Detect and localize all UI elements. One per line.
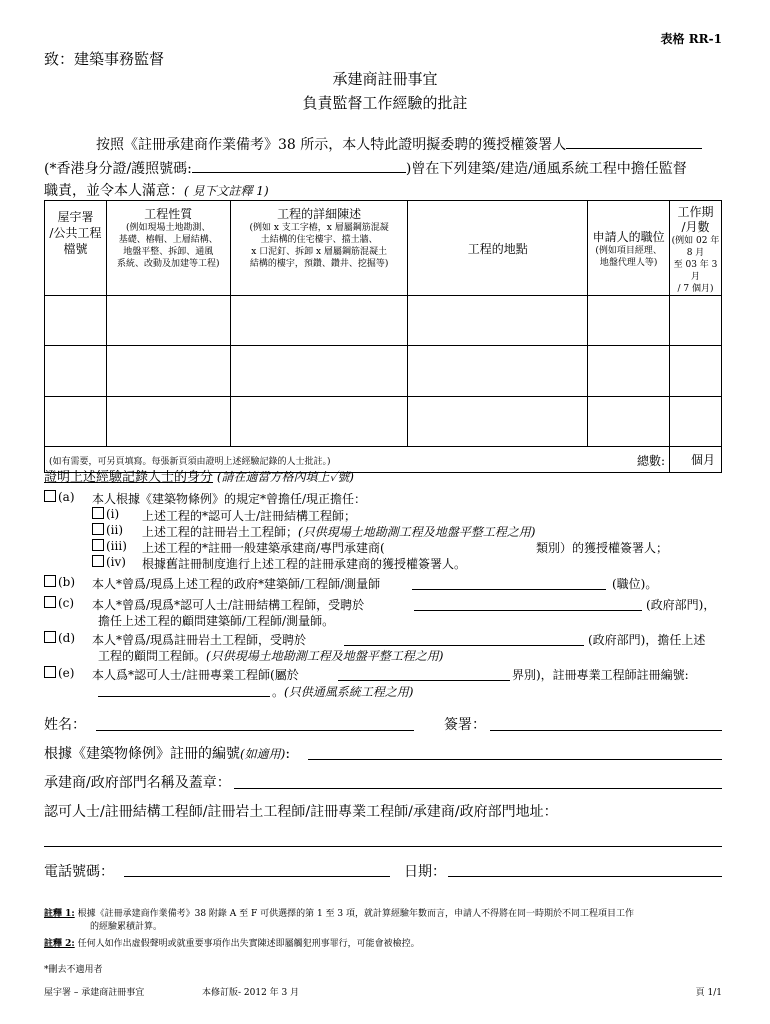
certify-heading-note: (請在適當方格內填上✓號) bbox=[216, 470, 354, 484]
signature-label: 簽署： bbox=[444, 717, 486, 733]
total-label: 總數: bbox=[636, 454, 666, 468]
total-months-field[interactable] bbox=[670, 447, 722, 473]
table-row bbox=[45, 346, 722, 397]
table-cell[interactable] bbox=[230, 296, 408, 346]
table-cell[interactable] bbox=[106, 346, 230, 397]
note-2 bbox=[44, 936, 420, 949]
option-a-ii-text: 上述工程的註冊岩土工程師； bbox=[142, 525, 299, 539]
option-d-text2: 工程的顧問工程師。 bbox=[98, 649, 207, 663]
certify-heading: 證明上述經驗記錄人士的身分 bbox=[44, 470, 214, 485]
table-row bbox=[45, 296, 722, 346]
footer-revision: 本修訂版- 2012 年 3 月 bbox=[202, 988, 300, 998]
note-2-text: 任何人如作出虛假聲明或就重要事項作出失實陳述即屬觸犯刑事罪行，可能會被檢控。 bbox=[77, 939, 420, 949]
option-d-end: (政府部門)，擔任上述 bbox=[588, 633, 706, 647]
note-1-text2: 的經驗累積計算。 bbox=[90, 922, 163, 932]
table-cell[interactable] bbox=[670, 346, 722, 397]
intro-line1 bbox=[96, 134, 702, 154]
header-nature-note: (例如現場土地勘測、 基礎、樁帽、上層結構、 地盤平整、拆卸、通風 系統、改動及加建等工程) bbox=[117, 223, 220, 269]
signatory-name-field[interactable] bbox=[566, 147, 702, 149]
option-c-end: (政府部門)， bbox=[646, 598, 716, 612]
option-a-ii-note: (只供現場土地勘測工程及地盤平整工程之用) bbox=[298, 525, 536, 539]
option-b-label: (b) bbox=[58, 575, 76, 589]
checkbox-a-iii[interactable] bbox=[92, 539, 104, 551]
table-cell[interactable] bbox=[106, 296, 230, 346]
note-1-text: 根據《註冊承建商作業備考》38 附錄 A 至 F 可供選擇的第 1 至 3 項，就計算經驗年數而言，申請人不得將在同一時期於不同工程項目工作 bbox=[77, 909, 634, 919]
header-period-note: (例如 02 年 8 月 至 03 年 3 月 / 7 個月) bbox=[671, 236, 720, 294]
option-d-label: (d) bbox=[58, 631, 76, 645]
rpe-number-field[interactable] bbox=[98, 696, 270, 697]
recipient: 致：建築事務監督 bbox=[44, 50, 165, 68]
regno-row bbox=[44, 743, 290, 763]
option-a-i-label: (i) bbox=[106, 507, 120, 521]
option-c-text2: 擔任上述工程的顧問建築師/工程師/測量師。 bbox=[98, 614, 335, 628]
header-position-title: 申請人的職位 bbox=[592, 229, 665, 244]
checkbox-d[interactable] bbox=[44, 631, 56, 643]
option-d-note: (只供現場土地勘測工程及地盤平整工程之用) bbox=[206, 649, 444, 663]
table-cell[interactable] bbox=[45, 397, 107, 447]
intro-text-1: 按照《註冊承建商作業備考》38 所示，本人特此證明擬委聘的獲授權簽署人 bbox=[96, 137, 567, 153]
option-e-label: (e) bbox=[58, 666, 75, 680]
phone-label: 電話號碼： bbox=[44, 864, 114, 880]
header-period-title: 工作期 /月數 bbox=[677, 205, 714, 234]
checkbox-a-ii[interactable] bbox=[92, 523, 104, 535]
option-a-iv-text: 根據舊註冊制度進行上述工程的註冊承建商的獲授權簽署人。 bbox=[142, 557, 467, 571]
option-a-ii-label: (ii) bbox=[106, 523, 124, 537]
title-line2: 負責監督工作經驗的批註 bbox=[302, 94, 468, 112]
intro-line3 bbox=[44, 180, 269, 200]
table-cell[interactable] bbox=[408, 346, 588, 397]
option-e-row2 bbox=[272, 683, 413, 700]
option-a-iv-label: (iv) bbox=[106, 555, 126, 569]
name-field[interactable] bbox=[96, 730, 414, 731]
table-cell[interactable] bbox=[408, 397, 588, 447]
note-1 bbox=[44, 906, 634, 919]
option-b-end: (職位)。 bbox=[612, 577, 658, 591]
table-cell[interactable] bbox=[588, 397, 670, 447]
table-cell[interactable] bbox=[670, 296, 722, 346]
checkbox-e[interactable] bbox=[44, 666, 56, 678]
option-a-iii-text: 上述工程的*註冊一般建築承建商/專門承建商( bbox=[142, 541, 385, 555]
table-footer-note: (如有需要，可另頁填寫。每張新頁須由證明上述經驗記錄的人士批註。) bbox=[49, 457, 331, 467]
header-position-note: (例如項目經理、 地盤代理人等) bbox=[595, 245, 662, 268]
name-label: 姓名： bbox=[44, 717, 86, 733]
option-a-i-text: 上述工程的*認可人士/註冊結構工程師； bbox=[142, 509, 357, 523]
regno-field[interactable] bbox=[308, 759, 722, 760]
option-c-label: (c) bbox=[58, 596, 75, 610]
intro-text-3a: 職責，並令本人滿意： bbox=[44, 183, 184, 199]
table-cell[interactable] bbox=[230, 397, 408, 447]
option-e-text2: 。 bbox=[272, 685, 285, 699]
checkbox-a-iv[interactable] bbox=[92, 555, 104, 567]
option-a-iii bbox=[92, 539, 127, 553]
table-cell[interactable] bbox=[408, 296, 588, 346]
footer-page: 頁 1/1 bbox=[695, 988, 722, 998]
table-cell[interactable] bbox=[45, 346, 107, 397]
intro-text-2b: )曾在下列建築/建造/通風系統工程中擔任監督 bbox=[405, 161, 687, 177]
company-label: 承建商/政府部門名稱及蓋章： bbox=[44, 775, 231, 791]
company-field[interactable] bbox=[234, 788, 722, 789]
table-cell[interactable] bbox=[45, 296, 107, 346]
option-c-text: 本人*曾爲/現爲*認可人士/註冊結構工程師，受聘於 bbox=[92, 598, 365, 612]
department-d-field[interactable] bbox=[344, 645, 584, 646]
form-code: 表格 RR-1 bbox=[660, 32, 722, 46]
option-b bbox=[44, 575, 75, 589]
header-details bbox=[230, 201, 408, 296]
option-a bbox=[44, 490, 75, 504]
header-nature bbox=[106, 201, 230, 296]
total-unit: 個月 bbox=[690, 453, 715, 467]
intro-text-2a: (*香港身分證/護照號碼: bbox=[44, 161, 192, 177]
delete-note: *刪去不適用者 bbox=[44, 965, 103, 975]
id-number-field[interactable] bbox=[192, 171, 406, 173]
regno-label: 根據《建築物條例》註冊的編號 bbox=[44, 746, 240, 762]
option-a-label: (a) bbox=[58, 490, 75, 504]
option-a-iii-label: (iii) bbox=[106, 539, 127, 553]
option-a-text: 本人根據《建築物條例》的規定*曾擔任/現正擔任： bbox=[92, 492, 367, 506]
option-a-ii-row bbox=[142, 523, 535, 540]
option-a-iii-end: 類別）的獲授權簽署人； bbox=[536, 541, 669, 555]
title-line1: 承建商註冊事宜 bbox=[332, 70, 438, 88]
intro-line2 bbox=[44, 158, 687, 178]
header-file-no: 屋宇署 /公共工程 檔號 bbox=[45, 201, 107, 296]
department-c-field[interactable] bbox=[414, 610, 642, 611]
regno-note: (如適用) bbox=[240, 747, 286, 761]
phone-field[interactable] bbox=[124, 876, 390, 877]
checkbox-a-i[interactable] bbox=[92, 507, 104, 519]
intro-note-ref: ( 見下文註釋 1) bbox=[184, 184, 269, 198]
table-cell[interactable] bbox=[588, 346, 670, 397]
header-position bbox=[588, 201, 670, 296]
checkbox-a[interactable] bbox=[44, 490, 56, 502]
option-e-text: 本人爲*認可人士/註冊專業工程師(屬於 bbox=[92, 668, 299, 682]
note-1-label: 註釋 1: bbox=[44, 909, 75, 919]
date-field[interactable] bbox=[448, 876, 722, 877]
option-e-end: 界別)，註冊專業工程師註冊編號: bbox=[512, 668, 689, 682]
checkbox-c[interactable] bbox=[44, 596, 56, 608]
table-cell[interactable] bbox=[106, 397, 230, 447]
table-cell[interactable] bbox=[588, 296, 670, 346]
table-cell[interactable] bbox=[230, 346, 408, 397]
option-d-row2 bbox=[98, 647, 443, 664]
option-a-iv bbox=[92, 555, 126, 569]
experience-table bbox=[44, 200, 722, 473]
signature-field[interactable] bbox=[490, 730, 722, 731]
option-a-i bbox=[92, 507, 119, 521]
option-d bbox=[44, 631, 75, 645]
discipline-field[interactable] bbox=[338, 680, 510, 681]
table-cell[interactable] bbox=[670, 397, 722, 447]
option-d-text: 本人*曾爲/現爲註冊岩土工程師，受聘於 bbox=[92, 633, 307, 647]
checkbox-b[interactable] bbox=[44, 575, 56, 587]
address-field[interactable] bbox=[44, 846, 722, 847]
header-details-note: (例如 x 支工字樁，x 層屬鋼筋混凝 土結構的住宅樓宇、擋土牆、 x 口泥釘、拆卸 x 層屬鋼筋混凝土 結構的樓宇，預鑽、鑽井、挖掘等) bbox=[249, 223, 389, 269]
certify-heading-row bbox=[44, 466, 354, 485]
option-e-note: (只供通風系統工程之用) bbox=[284, 685, 414, 699]
note-2-label: 註釋 2: bbox=[44, 939, 75, 949]
header-nature-title: 工程性質 bbox=[144, 207, 193, 221]
table-row bbox=[45, 397, 722, 447]
option-e bbox=[44, 666, 74, 680]
option-a-ii bbox=[92, 523, 123, 537]
option-b-text: 本人*曾爲/現爲上述工程的政府*建築師/工程師/測量師 bbox=[92, 577, 381, 591]
header-period bbox=[670, 201, 722, 296]
footer-department: 屋宇署 – 承建商註冊事宜 bbox=[44, 988, 145, 998]
date-label: 日期： bbox=[404, 864, 446, 880]
header-location: 工程的地點 bbox=[408, 201, 588, 296]
option-c bbox=[44, 596, 74, 610]
regno-colon: : bbox=[285, 746, 291, 762]
post-field[interactable] bbox=[412, 589, 606, 590]
address-label: 認可人士/註冊結構工程師/註冊岩土工程師/註冊專業工程師/承建商/政府部門地址： bbox=[44, 804, 558, 820]
header-details-title: 工程的詳細陳述 bbox=[277, 207, 362, 221]
